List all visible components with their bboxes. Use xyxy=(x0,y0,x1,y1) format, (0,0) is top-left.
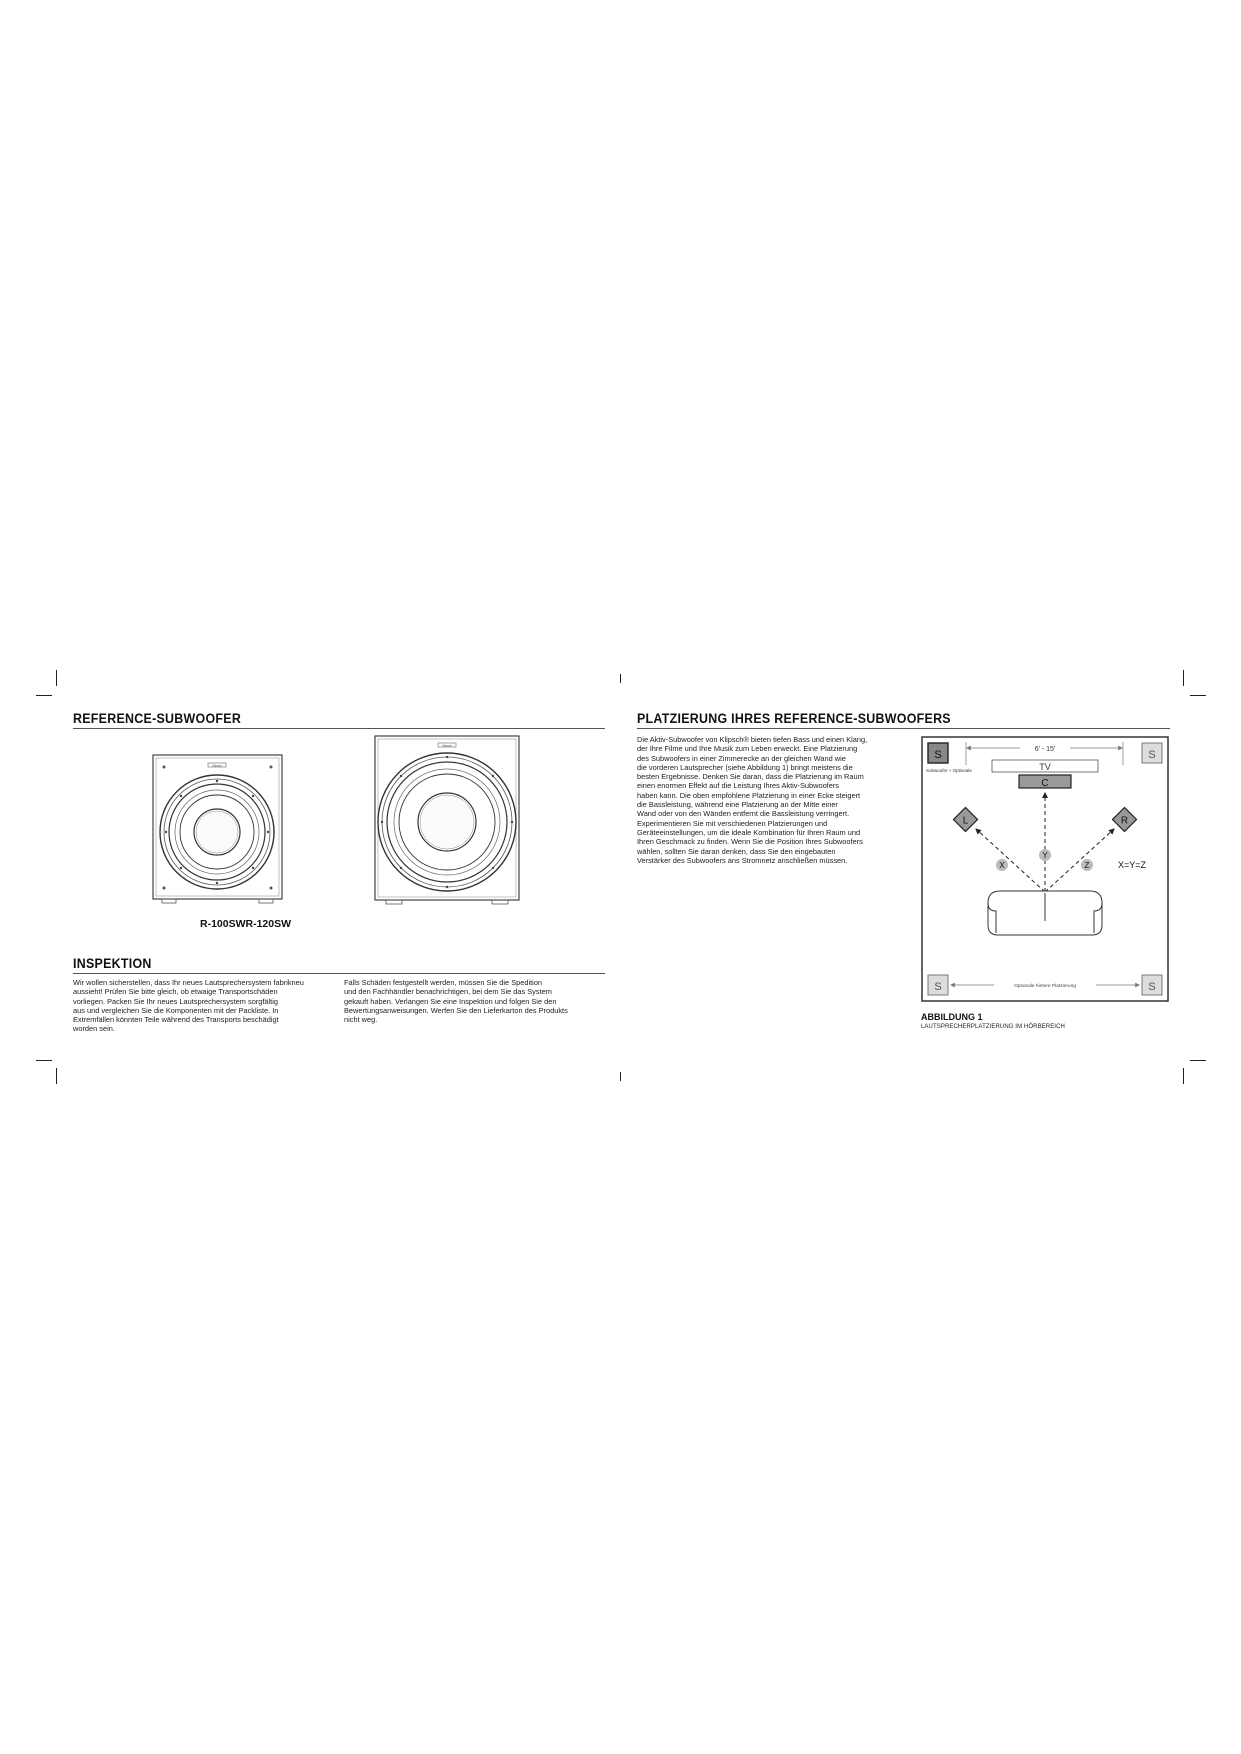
subwoofer-rear-left-label: S xyxy=(934,981,942,993)
sofa-icon xyxy=(988,891,1102,935)
crop-mark xyxy=(36,1060,52,1061)
heading-rule xyxy=(637,728,1170,729)
brand-logo: Klipsch xyxy=(442,743,452,748)
text-line: einen enormen Effekt auf die Leistung Ihres Aktiv-Subwoofers xyxy=(637,781,839,791)
crop-mark xyxy=(56,670,57,686)
page-title: REFERENCE-SUBWOOFER xyxy=(73,711,242,726)
crop-mark xyxy=(1183,670,1184,686)
text-line: aus und vergleichen Sie die Komponenten mit der Packliste. In xyxy=(73,1005,279,1015)
placement-paragraph xyxy=(637,735,897,865)
subwoofer-main-label: S xyxy=(934,749,942,761)
heading-rule xyxy=(73,973,605,974)
subwoofer-r100sw-illustration xyxy=(150,752,285,907)
right-speaker-label: R xyxy=(1120,815,1129,827)
text-line: Geräteeinstellungen, um die ideale Kombination für Ihren Raum und xyxy=(637,827,861,837)
text-line: wählen, sollten Sie daran denken, dass Sie den eingebauten xyxy=(637,846,836,856)
brand-logo: Klipsch xyxy=(212,763,222,768)
crop-mark xyxy=(1190,695,1206,696)
subwoofer-optional-label: S xyxy=(1148,749,1156,761)
crop-mark xyxy=(56,1068,57,1084)
tv-label: TV xyxy=(1039,762,1051,772)
text-line: Die Aktiv-Subwoofer von Klipsch® bieten tiefen Bass und einen Klang, xyxy=(637,735,868,744)
subwoofer-r120sw-illustration xyxy=(372,733,522,907)
text-line: haben kann. Die oben empfohlene Platzierung in einer Ecke steigert xyxy=(637,790,861,800)
page-title-placement: PLATZIERUNG IHRES REFERENCE-SUBWOOFERS xyxy=(637,711,951,726)
crop-mark xyxy=(1190,1060,1206,1061)
speaker-placement-diagram xyxy=(920,735,1170,1003)
rear-placement-caption: Optionale hintere Platzierung xyxy=(1014,984,1076,989)
crop-mark xyxy=(36,695,52,696)
distance-label: 6' - 15' xyxy=(1034,746,1056,753)
text-line: Bewertungsanweisungen. Werfen Sie den Lieferkarton des Produkts xyxy=(344,1005,568,1015)
center-speaker-label: C xyxy=(1041,778,1049,789)
text-line: Wand oder von den Wänden entfernt die Bassleistung verringert. xyxy=(637,809,850,819)
model-label: R-100SWR-120SW xyxy=(200,918,292,930)
text-line: gekauft haben. Verlangen Sie eine Inspektion und folgen Sie den xyxy=(344,996,557,1006)
text-line: des Subwoofers in einer Zimmerecke an der gleichen Wand wie xyxy=(637,753,846,763)
inspection-paragraph-2 xyxy=(344,978,609,1024)
subwoofer-caption: Subwoofer + Optionale xyxy=(926,768,972,773)
section-heading-inspection: INSPEKTION xyxy=(73,956,152,971)
text-line: aussieht! Prüfen Sie bitte gleich, ob etwaige Transportschäden xyxy=(73,987,278,997)
crop-mark xyxy=(620,1072,621,1081)
subwoofer-rear-right-label: S xyxy=(1148,981,1156,993)
crop-mark xyxy=(620,674,621,683)
heading-rule xyxy=(73,728,605,729)
text-line: Wir wollen sicherstellen, dass Ihr neues Lautsprechersystem fabrikneu xyxy=(73,978,304,987)
text-line: Experimentieren Sie mit verschiedenen Platzierungen und xyxy=(637,818,828,828)
text-line: und den Fachhändler benachrichtigen, bei dem Sie das System xyxy=(344,987,552,997)
left-speaker-label: L xyxy=(962,815,969,827)
text-line: besten Ergebnisse. Denken Sie daran, dass die Platzierung im Raum xyxy=(637,772,864,782)
inspection-paragraph-1 xyxy=(73,978,338,1034)
text-line: Verstärker des Subwoofers ans Stromnetz anschließen müssen. xyxy=(637,855,848,865)
text-line: der Ihre Filme und Ihre Musik zum Leben erweckt. Eine Platzierung xyxy=(637,744,858,754)
text-line: Extremfällen könnten Teile während des Transports beschädigt xyxy=(73,1015,279,1025)
distance-z-label: Z xyxy=(1084,861,1090,870)
distance-equation: X=Y=Z xyxy=(1117,860,1147,870)
text-line: die vorderen Lautsprecher (siehe Abbildung 1) bringt meistens die xyxy=(637,762,853,772)
text-line: vorliegen. Packen Sie Ihr neues Lautsprechersystem sorgfältig xyxy=(73,996,278,1006)
distance-x-label: X xyxy=(999,861,1005,870)
distance-y-label: Y xyxy=(1042,851,1048,860)
crop-mark xyxy=(1183,1068,1184,1084)
text-line: nicht weg. xyxy=(344,1015,378,1025)
figure-subtitle: LAUTSPRECHERPLATZIERUNG IM HÖRBEREICH xyxy=(921,1024,1065,1030)
figure-title: ABBILDUNG 1 xyxy=(921,1012,983,1022)
text-line: die Bassleistung, während eine Platzierung an der Mitte einer xyxy=(637,800,838,810)
text-line: Falls Schäden festgestellt werden, müssen Sie die Spedition xyxy=(344,978,543,987)
text-line: Ihren Geschmack zu finden. Wenn Sie die Position Ihres Subwoofers xyxy=(637,837,863,847)
text-line: worden sein. xyxy=(73,1024,115,1034)
